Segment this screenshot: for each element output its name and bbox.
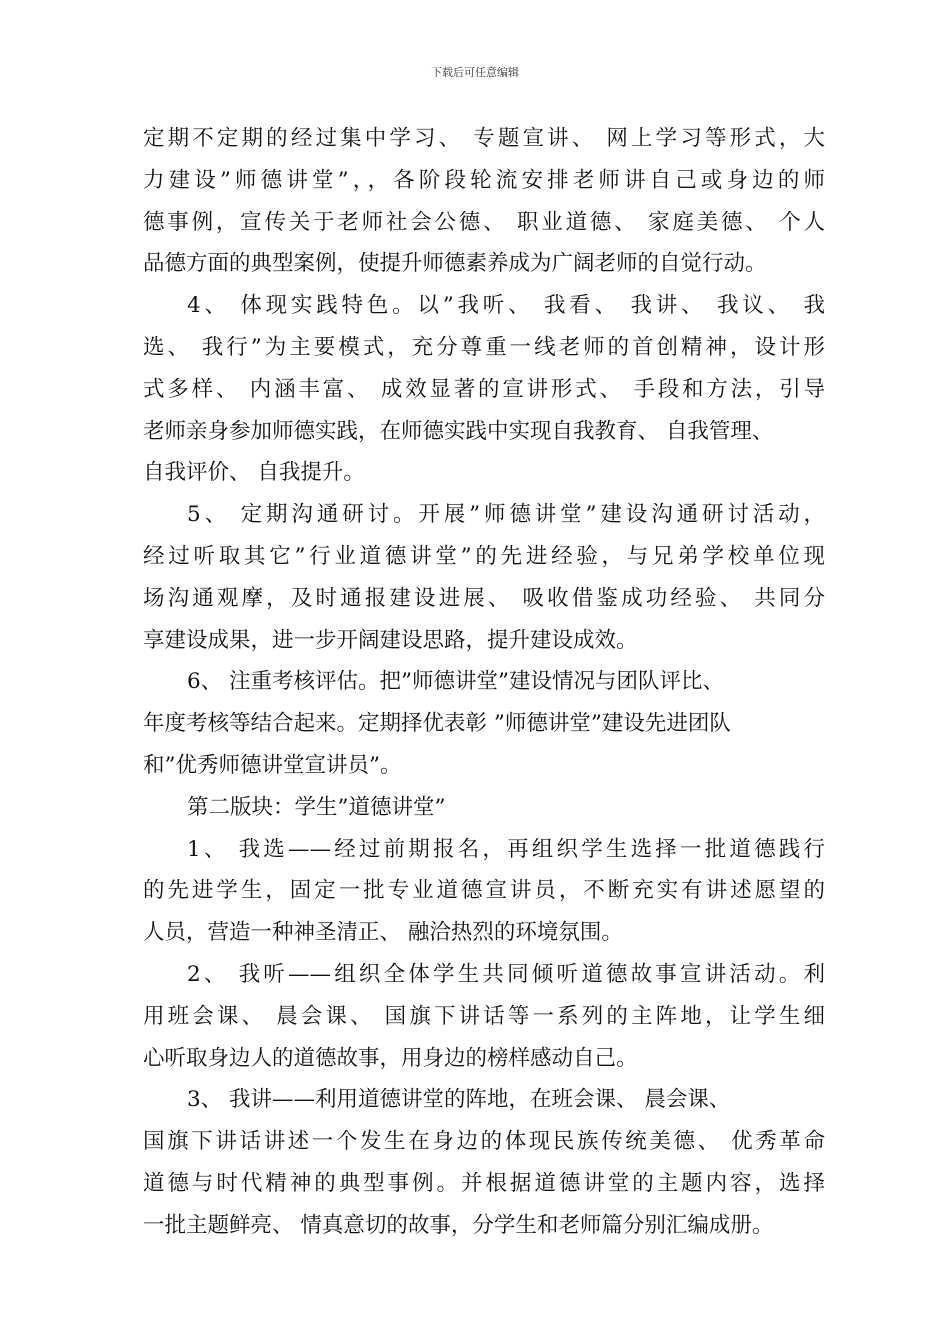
text-line: 定期不定期的经过集中学习、 专题宣讲、 网上学习等形式，大 [143, 126, 825, 151]
text-line: 第二版块：学生”道德讲堂” [187, 794, 446, 820]
text-line: 3、 我讲——利用道德讲堂的阵地，在班会课、 晨会课、 [187, 1087, 731, 1113]
text-line: 一批主题鲜亮、 情真意切的故事，分学生和老师篇分别汇编成册。 [143, 1212, 774, 1238]
text-line: 享建设成果，进一步开阔建设思路，提升建设成效。 [143, 627, 638, 653]
text-line: 5、 定期沟通研讨。开展”师德讲堂”建设沟通研讨活动， [187, 502, 825, 528]
text-line: 人员，营造一种神圣清正、 融洽热烈的环境氛围。 [143, 920, 623, 946]
text-line: 4、 体现实践特色。以”我听、 我看、 我讲、 我议、 我 [187, 293, 825, 319]
text-line: 经过听取其它”行业道德讲堂”的先进经验，与兄弟学校单位现 [143, 543, 825, 569]
text-line: 自我评价、 自我提升。 [143, 460, 365, 486]
text-line: 国旗下讲话讲述一个发生在身边的体现民族传统美德、 优秀革命 [143, 1129, 825, 1155]
text-line: 品德方面的典型案例，使提升师德素养成为广阔老师的自觉行动。 [143, 251, 767, 277]
text-line: 选、 我行”为主要模式，充分尊重一线老师的首创精神，设计形 [143, 334, 825, 360]
document-body [143, 118, 825, 1247]
text-line: 道德与时代精神的典型事例。并根据道德讲堂的主题内容，选择 [143, 1170, 825, 1196]
text-line: 年度考核等结合起来。定期择优表彰 ”师德讲堂”建设先进团队 [143, 711, 731, 737]
text-line: 老师亲身参加师德实践，在师德实践中实现自我教育、 自我管理、 [143, 418, 774, 444]
text-line: 力建设”师德讲堂”，，各阶段轮流安排老师讲自己或身边的师 [143, 167, 825, 193]
text-line: 6、 注重考核评估。把”师德讲堂”建设情况与团队评比、 [187, 669, 724, 695]
text-line: 用班会课、 晨会课、 国旗下讲话等一系列的主阵地，让学生细 [143, 1003, 825, 1029]
text-line: 心听取身边人的道德故事，用身边的榜样感动自己。 [143, 1045, 638, 1071]
text-line: 和”优秀师德讲堂宣讲员”。 [143, 752, 402, 778]
text-line: 式多样、 内涵丰富、 成效显著的宣讲形式、 手段和方法，引导 [143, 376, 825, 402]
text-line: 2、 我听——组织全体学生共同倾听道德故事宣讲活动。利 [187, 961, 825, 987]
text-line: 的先进学生，固定一批专业道德宣讲员，不断充实有讲述愿望的 [143, 878, 825, 904]
text-line: 1、 我选——经过前期报名，再组织学生选择一批道德践行 [187, 836, 825, 862]
text-line: 场沟通观摩，及时通报建设进展、 吸收借鉴成功经验、 共同分 [143, 585, 825, 611]
page-header: 下载后可任意编辑 [431, 66, 519, 79]
text-line: 德事例，宣传关于老师社会公德、 职业道德、 家庭美德、 个人 [143, 209, 825, 235]
